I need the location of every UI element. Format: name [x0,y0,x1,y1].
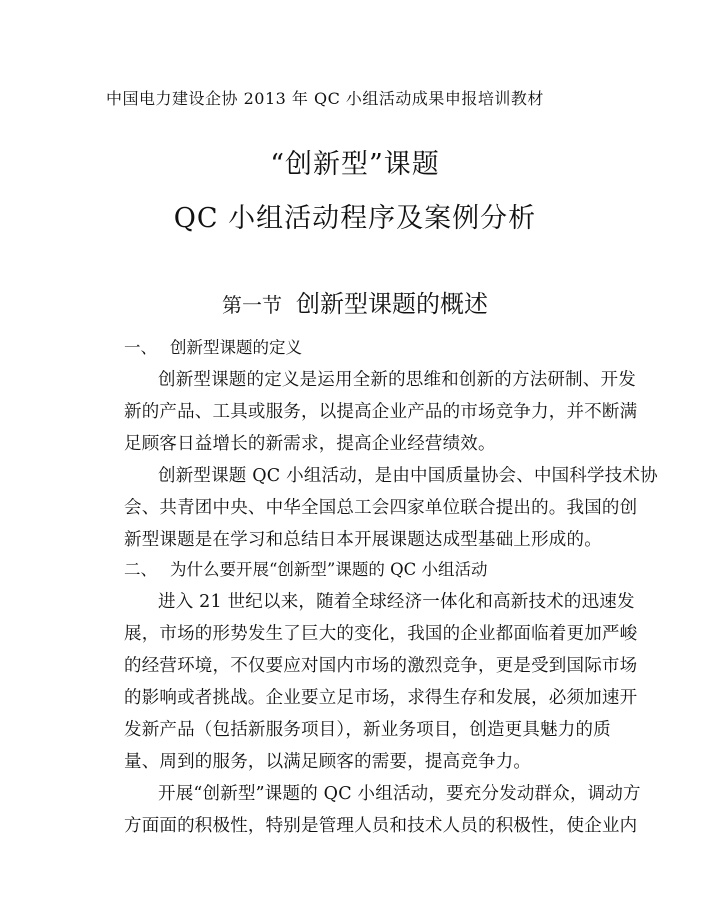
paragraph-line: 的经营环境，不仅要应对国内市场的激烈竞争，更是受到国际市场 [124,656,638,676]
subsection-title: 为什么要开展“创新型”课题的 QC 小组活动 [170,560,488,579]
paragraph-line: 方面面的积极性，特别是管理人员和技术人员的积极性，使企业内 [124,816,638,836]
paragraph-line: 新的产品、工具或服务，以提高企业产品的市场竞争力，并不断满 [124,402,638,422]
paragraph-line: 新型课题是在学习和总结日本开展课题达成型基础上形成的。 [124,530,602,550]
subsection-heading-2 [124,556,488,580]
subsection-heading-1 [124,334,302,358]
subsection-mark: 一、 [124,338,157,357]
section-number: 第一节 [222,293,282,317]
paragraph-line: 量、周到的服务，以满足顾客的需要，提高竞争力。 [124,752,532,772]
paragraph-line: 进入 21 世纪以来，随着全球经济一体化和高新技术的迅速发 [158,592,635,612]
document-header: 中国电力建设企协 2013 年 QC 小组活动成果申报培训教材 [106,89,544,108]
paragraph-line: 的影响或者挑战。企业要立足市场，求得生存和发展，必须加速开 [124,688,638,708]
main-title: “创新型”课题 [270,149,440,180]
section-title: 创新型课题的概述 [296,290,488,318]
paragraph-line: 发新产品（包括新服务项目），新业务项目，创造更具魅力的质 [124,720,611,740]
paragraph-line: 会、共青团中央、中华全国总工会四家单位联合提出的。我国的创 [124,498,638,518]
subsection-title: 创新型课题的定义 [170,338,302,357]
paragraph-line: 创新型课题 QC 小组活动，是由中国质量协会、中国科学技术协 [158,466,658,486]
paragraph-line: 展，市场的形势发生了巨大的变化，我国的企业都面临着更加严峻 [124,624,638,644]
main-subtitle: QC 小组活动程序及案例分析 [173,203,537,234]
paragraph-line: 足顾客日益增长的新需求，提高企业经营绩效。 [124,434,496,454]
section-heading [0,284,710,319]
paragraph-line: 开展“创新型”课题的 QC 小组活动，要充分发动群众，调动方 [158,784,641,804]
paragraph-line: 创新型课题的定义是运用全新的思维和创新的方法研制、开发 [158,370,636,390]
subsection-mark: 二、 [124,560,157,579]
